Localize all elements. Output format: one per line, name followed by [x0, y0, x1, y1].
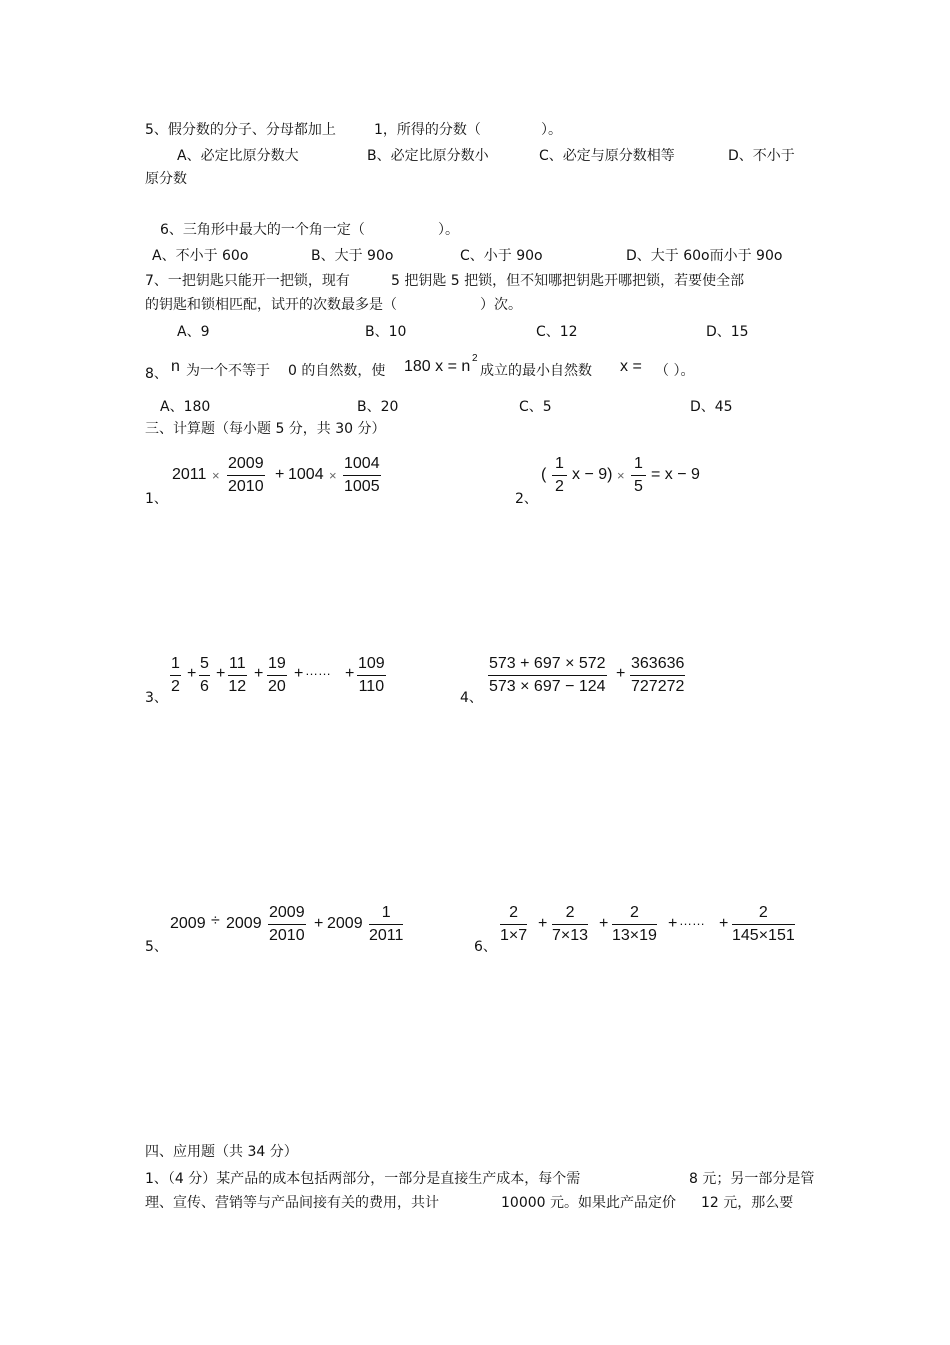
calc2-left-paren: (: [541, 466, 547, 483]
calc1-term-b: 1004: [288, 466, 324, 483]
times-sign: ×: [329, 468, 337, 483]
calc1-label: 1、: [145, 491, 168, 507]
q7-option-b: B、10: [365, 324, 407, 340]
calc5-label: 5、: [145, 939, 168, 955]
calc3-label: 3、: [145, 690, 168, 706]
calc2-fraction-2: [631, 454, 646, 498]
plus-sign: +: [616, 665, 626, 682]
plus-sign: +: [275, 466, 285, 483]
numerator: 2009: [268, 903, 306, 925]
plus-sign: +: [599, 915, 609, 932]
app1-line1-b: 8 元；另一部分是管: [689, 1171, 815, 1187]
calc5-fraction-1: [268, 903, 306, 947]
q5-option-d-cont: 原分数: [145, 171, 187, 187]
numerator: 2: [552, 903, 588, 925]
q6-option-c: C、小于 90o: [460, 248, 543, 264]
q8-option-c: C、5: [519, 399, 552, 415]
calc1-fraction-1: [227, 454, 265, 498]
calc4-fraction-1: [488, 654, 607, 698]
plus-sign: +: [345, 665, 355, 682]
denominator: 1005: [344, 478, 380, 495]
section3-title: 三、计算题（每小题 5 分，共 30 分）: [145, 421, 386, 437]
calc3-fraction-4: [267, 654, 287, 698]
calc4-fraction-2: [630, 654, 685, 698]
section4-title: 四、应用题（共 34 分）: [145, 1144, 298, 1160]
numerator: 1004: [343, 454, 381, 476]
denominator: 5: [634, 478, 643, 495]
numerator: 573 + 697 × 572: [488, 654, 607, 676]
numerator: 1: [170, 654, 181, 676]
calc6-ellipsis: ……: [679, 913, 705, 928]
calc6-fraction-last: [732, 903, 795, 947]
calc5-term-b: 2009: [226, 915, 262, 932]
plus-sign: +: [216, 665, 226, 682]
calc1-fraction-2: [343, 454, 381, 498]
q8-equation-x: x =: [620, 358, 642, 375]
plus-sign: +: [538, 915, 548, 932]
calc2-mid: x − 9): [572, 466, 613, 483]
q6-option-a: A、不小于 60o: [152, 248, 249, 264]
q8-equation-lhs: 180 x = n: [404, 358, 471, 375]
q5-stem-c: ）。: [541, 122, 562, 138]
q8-option-a: A、180: [160, 399, 211, 415]
calc2-label: 2、: [515, 491, 538, 507]
q6-stem-a: 6、三角形中最大的一个角一定（: [160, 222, 365, 238]
q7-line1-a: 7、一把钥匙只能开一把锁，现有: [145, 273, 350, 289]
q7-option-c: C、12: [536, 324, 578, 340]
denominator: 2: [171, 678, 180, 695]
q8-text-a: 为一个不等于: [186, 363, 270, 379]
numerator: 1: [552, 454, 567, 476]
calc3-fraction-1: [170, 654, 181, 698]
denominator: 110: [358, 678, 385, 695]
calc4-label: 4、: [460, 690, 483, 706]
calc5-term-a: 2009: [170, 915, 206, 932]
calc3-fraction-last: [357, 654, 386, 698]
calc6-fraction-1: [500, 903, 527, 947]
q5-option-d: D、不小于: [728, 148, 795, 164]
denominator: 2010: [269, 927, 305, 944]
plus-sign: +: [314, 915, 324, 932]
q8-paren: （ ）。: [655, 363, 695, 379]
calc2-fraction-1: [552, 454, 567, 498]
numerator: 5: [199, 654, 210, 676]
denominator: 145×151: [732, 927, 795, 944]
q8-text-c: 成立的最小自然数: [480, 363, 592, 379]
app1-line2-b: 10000 元。如果此产品定价: [501, 1195, 676, 1211]
calc3-fraction-2: [199, 654, 210, 698]
denominator: 12: [228, 678, 247, 695]
denominator: 727272: [631, 678, 685, 695]
numerator: 2: [612, 903, 657, 925]
divide-sign: ÷: [211, 912, 220, 929]
plus-sign: +: [254, 665, 264, 682]
q7-line2-b: ）次。: [480, 297, 522, 313]
q8-number: 8、: [145, 366, 168, 382]
denominator: 13×19: [612, 927, 657, 944]
calc5-term-c: 2009: [327, 915, 363, 932]
plus-sign: +: [294, 665, 304, 682]
q8-option-b: B、20: [357, 399, 399, 415]
q5-stem-b: 1，所得的分数（: [374, 122, 481, 138]
q6-option-b: B、大于 90o: [311, 248, 394, 264]
q5-option-a: A、必定比原分数大: [177, 148, 299, 164]
calc3-fraction-3: [228, 654, 247, 698]
calc3-ellipsis: ……: [305, 663, 331, 678]
denominator: 20: [268, 678, 286, 695]
calc5-fraction-2: [369, 903, 403, 947]
app1-line1-a: 1、（4 分）某产品的成本包括两部分，一部分是直接生产成本，每个需: [145, 1171, 581, 1187]
app1-line2-c: 12 元，那么要: [701, 1195, 794, 1211]
plus-sign: +: [668, 915, 678, 932]
q7-option-a: A、9: [177, 324, 210, 340]
numerator: 2: [500, 903, 527, 925]
calc6-label: 6、: [474, 939, 497, 955]
q6-stem-b: ）。: [438, 222, 459, 238]
denominator: 7×13: [552, 927, 589, 944]
plus-sign: +: [187, 665, 197, 682]
q7-line1-b: 5 把钥匙 5 把锁，但不知哪把钥匙开哪把锁，若要使全部: [391, 273, 745, 289]
q8-text-b: 0 的自然数，使: [288, 363, 386, 379]
calc2-rhs: = x − 9: [651, 466, 700, 483]
q5-stem-a: 5、假分数的分子、分母都加上: [145, 122, 336, 138]
numerator: 19: [267, 654, 287, 676]
q8-variable-n: n: [171, 358, 180, 375]
q5-option-c: C、必定与原分数相等: [539, 148, 675, 164]
calc1-term-a: 2011: [172, 466, 207, 483]
plus-sign: +: [719, 915, 729, 932]
denominator: 2: [555, 478, 564, 495]
calc6-fraction-3: [612, 903, 657, 947]
denominator: 573 × 697 − 124: [489, 678, 606, 695]
app1-line2-a: 理、宣传、营销等与产品间接有关的费用，共计: [145, 1195, 439, 1211]
numerator: 109: [357, 654, 386, 676]
numerator: 363636: [630, 654, 685, 676]
q8-option-d: D、45: [690, 399, 733, 415]
numerator: 2: [732, 903, 795, 925]
numerator: 1: [369, 903, 403, 925]
q7-option-d: D、15: [706, 324, 749, 340]
times-sign: ×: [212, 468, 220, 483]
denominator: 6: [200, 678, 209, 695]
q7-line2-a: 的钥匙和锁相匹配，试开的次数最多是（: [145, 297, 397, 313]
q6-option-d: D、大于 60o而小于 90o: [626, 248, 783, 264]
numerator: 1: [631, 454, 646, 476]
numerator: 2009: [227, 454, 265, 476]
denominator: 2011: [369, 927, 404, 944]
denominator: 1×7: [500, 927, 528, 944]
calc6-fraction-2: [552, 903, 588, 947]
q5-option-b: B、必定比原分数小: [367, 148, 489, 164]
times-sign: ×: [617, 468, 625, 483]
denominator: 2010: [228, 478, 264, 495]
q8-equation-exponent: 2: [472, 353, 478, 364]
numerator: 11: [228, 654, 247, 676]
